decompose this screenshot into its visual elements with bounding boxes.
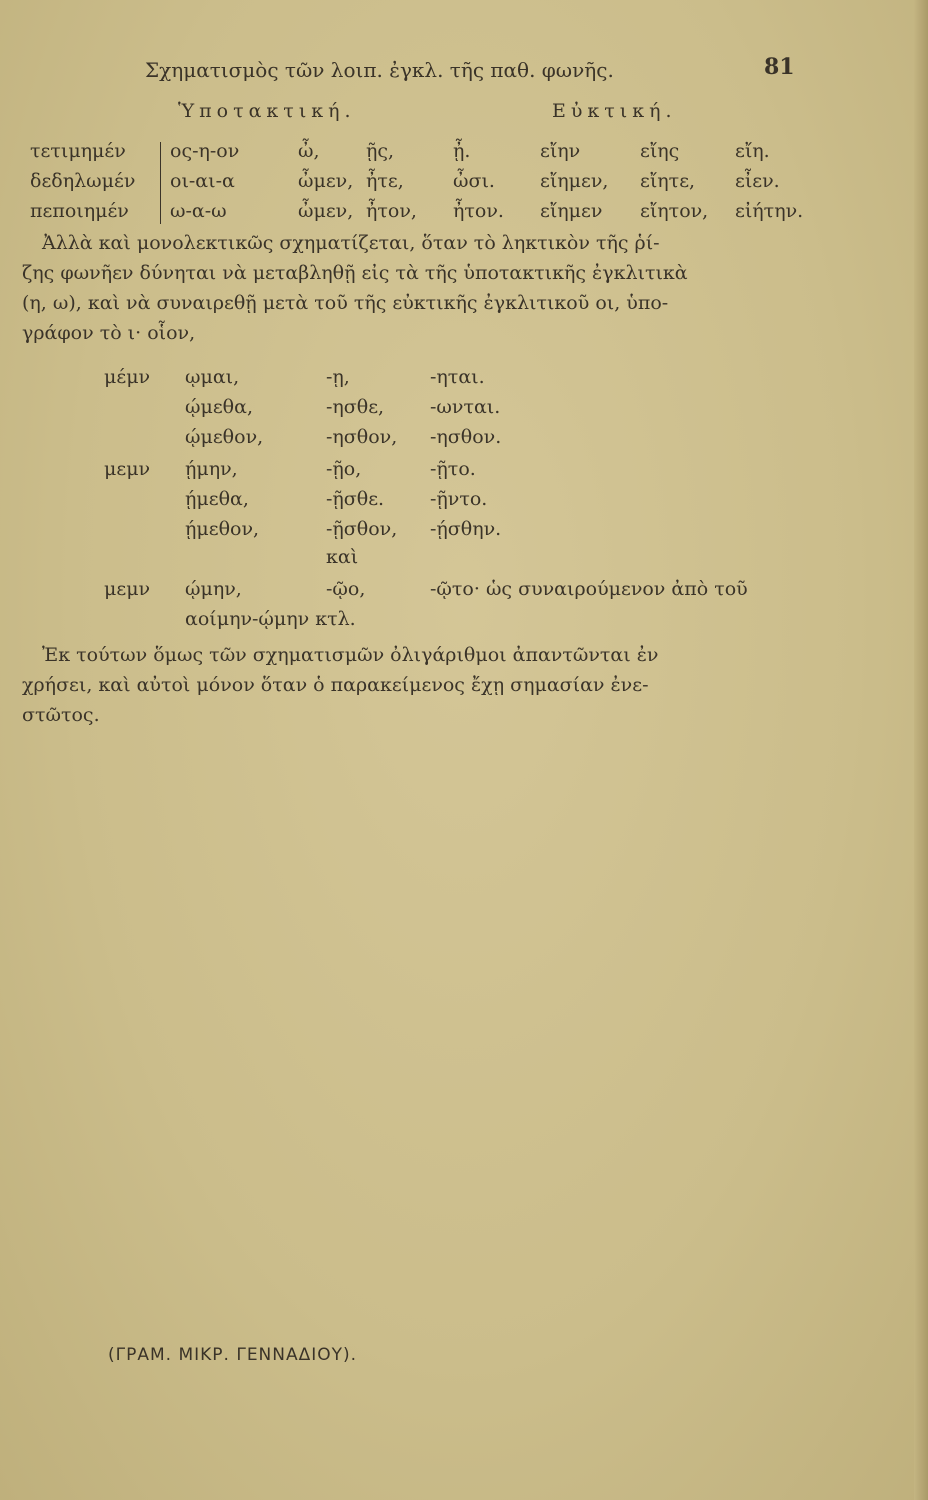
subj-form: ᾖ. [453,140,471,162]
optative-heading: Εὐκτική. [552,100,677,122]
form: καὶ [326,546,359,568]
stem: μέμν [104,366,151,388]
form: -ῇσθε. [326,488,385,510]
opt-form: εἴητε, [640,170,696,192]
brace [160,142,169,224]
form: ῴμην, [185,578,242,600]
opt-form: εἴημεν, [540,170,609,192]
text-line: χρήσει, καὶ αὐτοὶ μόνον ὅταν ὁ παρακείμενος ἔχῃ σημασίαν ἐνε- [22,674,649,696]
opt-form: εἴη. [735,140,770,162]
subj-form: ἦτον, [366,200,417,222]
subj-form: ὦμεν, [298,170,354,192]
subj-form: ἦτε, [366,170,404,192]
text-line: (η, ω), καὶ νὰ συναιρεθῇ μετὰ τοῦ τῆς εὐκτικῆς ἐγκλιτικοῦ οι, ὑπο- [22,292,669,314]
stem: πεποιημέν [30,200,129,222]
text-line: Ἀλλὰ καὶ μονολεκτικῶς σχηματίζεται, ὅταν τὸ ληκτικὸν τῆς ῥί- [42,232,660,254]
subj-form: ἦτον. [453,200,504,222]
form: -ῇσθον, [326,518,398,540]
subj-form: ὦ, [298,140,320,162]
text-line: γράφον τὸ ι· οἷον, [22,322,196,344]
subj-form: ὦσι. [453,170,495,192]
form: -ῇτο. [430,458,476,480]
opt-form: εἰήτην. [735,200,804,222]
opt-form: εἴην [540,140,581,162]
stem: μεμν [104,578,151,600]
ending: ος-η-ον [170,140,240,162]
page-number: 81 [764,54,795,80]
opt-form: εἴητον, [640,200,709,222]
form: ῴμεθον, [185,426,264,448]
page-edge [914,0,928,1500]
subj-form: ῇς, [366,140,395,162]
text-line: στῶτος. [22,704,100,726]
text-line: ζης φωνῆεν δύνηται νὰ μεταβληθῇ εἰς τὰ τῆς ὑποτακτικῆς ἐγκλιτικὰ [22,262,688,284]
subjunctive-heading: Ὑποτακτική. [178,100,356,122]
footer-book-title: (ΓΡΑΜ. ΜΙΚΡ. ΓΕΝΝΑΔΙΟΥ). [108,1345,358,1365]
opt-form: εἴης [640,140,680,162]
form: -ῷτο· ὡς συναιρούμενον ἀπὸ τοῦ [430,578,748,600]
stem: μεμν [104,458,151,480]
stem: δεδηλωμέν [30,170,136,192]
form: -ησθε, [326,396,385,418]
form: -ωνται. [430,396,501,418]
paragraph [22,228,812,348]
form: -ηται. [430,366,485,388]
ending: οι-αι-α [170,170,235,192]
opt-form: εἶεν. [735,170,780,192]
form: ῄμεθον, [185,518,260,540]
form: -ῷο, [326,578,366,600]
form: ῳμαι, [185,366,240,388]
form: ῴμεθα, [185,396,253,418]
text-line: Ἐκ τούτων ὅμως τῶν σχηματισμῶν ὀλιγάριθμοι ἀπαντῶνται ἐν [42,644,659,666]
form: -ῇντο. [430,488,488,510]
form: -ῇο, [326,458,362,480]
subj-form: ὦμεν, [298,200,354,222]
form: -ησθον. [430,426,502,448]
form: -ησθον, [326,426,398,448]
ending: ω-α-ω [170,200,227,222]
paragraph [22,640,812,730]
stem: τετιμημέν [30,140,126,162]
running-title: Σχηματισμὸς τῶν λοιπ. ἐγκλ. τῆς παθ. φωνῆς. [145,58,614,82]
form: ῄμην, [185,458,238,480]
form: αοίμην-ῴμην κτλ. [185,608,356,630]
opt-form: εἴημεν [540,200,603,222]
form: -ῄσθην. [430,518,502,540]
form: -ῃ, [326,366,350,388]
form: ῄμεθα, [185,488,249,510]
